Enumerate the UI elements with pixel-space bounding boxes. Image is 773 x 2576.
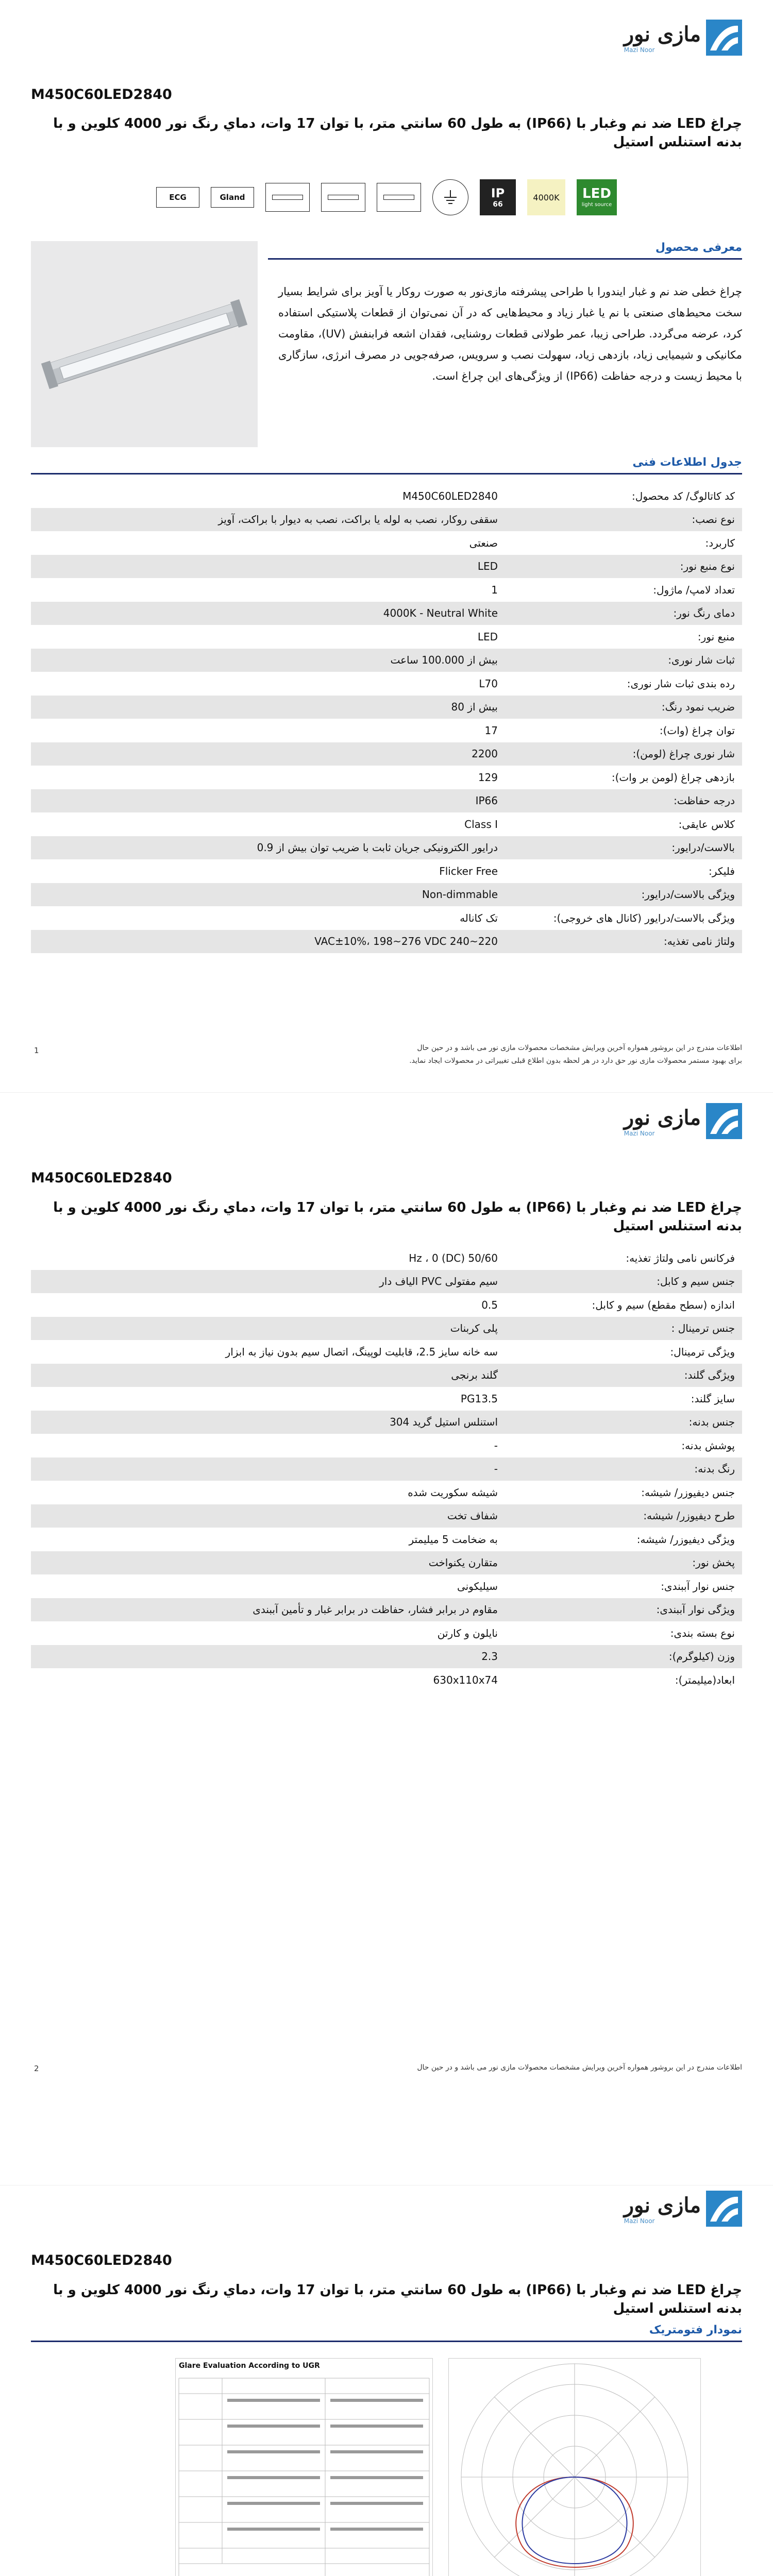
spec-value: استنلس استیل گرید 304 <box>31 1411 505 1434</box>
page-3 <box>0 2185 773 2576</box>
spec-value: - <box>494 1439 498 1452</box>
spec-value: 129 <box>478 771 498 784</box>
spec-label: نوع بسته بندی: <box>670 1626 735 1639</box>
spec-label: دمای رنگ نور: <box>505 602 742 625</box>
spec-label: فرکانس نامی ولتاژ تغذیه: <box>626 1251 735 1264</box>
spec-value: IP66 <box>31 789 505 813</box>
spec-value: PG13.5 <box>460 1392 498 1405</box>
spec-label: تعداد لامپ/ ماژول: <box>653 583 735 596</box>
spec-label: بازدهی چراغ (لومن بر وات): <box>611 771 735 784</box>
table-row <box>31 906 742 930</box>
spec-label: منبع نور: <box>697 630 735 643</box>
table-row <box>31 1481 742 1504</box>
table-row <box>31 1458 742 1481</box>
table-row <box>31 484 742 508</box>
intro-heading: معرفی محصول <box>268 241 742 260</box>
spec-value: مقاوم در برابر فشار، حفاظت در برابر غبار و تأمین آببندی <box>31 1598 505 1622</box>
page-number: 1 <box>34 1046 39 1055</box>
brand-logo <box>624 2191 742 2227</box>
polar-diagram <box>448 2358 701 2576</box>
spec-label: ابعاد(میلیمتر): <box>675 1673 735 1686</box>
spec-label: ویژگی بالاست/درایور: <box>505 883 742 907</box>
table-row <box>31 1387 742 1411</box>
brand-logo <box>624 20 742 56</box>
spec-label: ویژگی گلند: <box>505 1364 742 1387</box>
table-row <box>31 672 742 696</box>
spec-label: کلاس عایقی: <box>678 818 735 831</box>
ecg-icon: ECG <box>156 187 199 208</box>
earth-ground-icon <box>432 179 468 215</box>
table-row <box>31 719 742 742</box>
spec-value: 1 <box>491 583 498 596</box>
table-row <box>31 1317 742 1341</box>
ceiling-mount-icon <box>265 183 310 212</box>
ip66-icon: IP 66 <box>480 179 516 215</box>
spec-label: نوع نصب: <box>505 508 742 532</box>
page-number: 2 <box>34 2064 39 2073</box>
table-row <box>31 766 742 789</box>
table-row <box>31 1668 742 1692</box>
table-row <box>31 508 742 532</box>
spec-value: Non-dimmable <box>31 883 505 907</box>
spec-label: ویژگی بالاست/درایور (کانال های خروجی): <box>553 911 735 924</box>
gland-icon: Gland <box>211 187 254 208</box>
table-row <box>31 625 742 649</box>
table-row <box>31 1598 742 1622</box>
spec-label: کد کاتالوگ/ کد محصول: <box>631 489 735 502</box>
model-code: M450C60LED2840 <box>31 1170 172 1186</box>
table-row <box>31 836 742 860</box>
brand-name: مازی نور <box>624 1105 701 1130</box>
spec-value: متقارن یکنواخت <box>31 1551 505 1575</box>
table-row <box>31 1645 742 1669</box>
table-row <box>31 531 742 555</box>
spec-value: 630x110x74 <box>433 1673 498 1686</box>
spec-value: سیلیکونی <box>457 1580 498 1592</box>
table-row <box>31 555 742 579</box>
spec-label: پوشش بدنه: <box>681 1439 735 1452</box>
table-row <box>31 1574 742 1598</box>
spec-label: سایز گلند: <box>691 1392 735 1405</box>
spec-label: رنگ بدنه: <box>505 1458 742 1481</box>
spec-value: Class I <box>464 818 498 831</box>
header <box>31 1103 742 1144</box>
spec-value: پلی کربنات <box>31 1317 505 1341</box>
led-icon: LED light source <box>577 179 617 215</box>
footer-note: اطلاعات مندرج در این بروشور همواره آخرین ویرایش مشخصات محصولات مازی نور می باشد و در حین حال برای بهبود مستمر محصولات مازی نور حق دارد در هر لحظه بدون اطلاع قبلی تغییراتی در محصولات ایجاد نماید. <box>409 1044 742 1065</box>
spec-value: شیشه سکوریت شده <box>408 1486 498 1499</box>
table-row <box>31 812 742 836</box>
spec-label: جنس بدنه: <box>505 1411 742 1434</box>
spec-label: وزن (کیلوگرم): <box>505 1645 742 1669</box>
spec-label: ولتاژ نامی تغذیه: <box>505 930 742 954</box>
spec-value: LED <box>477 630 498 643</box>
brand-sub: Mazi Noor <box>624 46 655 54</box>
spec-value: LED <box>31 555 505 579</box>
product-photo <box>31 241 258 447</box>
product-title: چراغ LED ضد نم وغبار با (IP66) به طول 60 سانتي متر، با توان 17 وات، دماي رنگ نور 4000 کلوین و با بدنه استنلس استیل <box>53 2282 742 2317</box>
spec-value: نایلون و کارتن <box>437 1626 498 1639</box>
luminaire-image <box>36 293 253 396</box>
spec-value: 220~240 VAC±10%، 198~276 VDC <box>31 930 505 954</box>
spec-value: بیش از 80 <box>31 696 505 719</box>
spec-value: 2.3 <box>31 1645 505 1669</box>
spec-label: جنس دیفیوزر/ شیشه: <box>641 1486 735 1499</box>
table-row <box>31 1340 742 1364</box>
spec-value: M450C60LED2840 <box>402 489 498 502</box>
spec-label: ویژگی دیفیوزر/ شیشه: <box>636 1533 735 1546</box>
spec-value: 17 <box>484 724 498 737</box>
page-1 <box>0 0 773 1093</box>
brand-logo <box>624 1103 742 1139</box>
spec-label: ویژگی ترمینال: <box>670 1345 735 1358</box>
table-row <box>31 1270 742 1294</box>
table-row <box>31 883 742 907</box>
glare-table: Glare Evaluation According to UGR <box>175 2358 433 2576</box>
table-row <box>31 859 742 883</box>
table-row <box>31 1364 742 1387</box>
page-2 <box>0 1093 773 2185</box>
header <box>31 20 742 61</box>
table-row <box>31 1528 742 1551</box>
footer-note: اطلاعات مندرج در این بروشور همواره آخرین ویرایش مشخصات محصولات مازی نور می باشد و در حین حال <box>417 2063 742 2072</box>
cct-icon: 4000K <box>527 179 565 215</box>
photometric-heading: نمودار فتومتریک <box>31 2324 742 2342</box>
table-row <box>31 1504 742 1528</box>
table-row <box>31 602 742 625</box>
spec-value: - <box>31 1458 505 1481</box>
spec-label: نوع منبع نور: <box>505 555 742 579</box>
spec-value: سه خانه سایز 2.5، قابلیت لوپینگ، اتصال سیم بدون نیاز به ابزار <box>225 1345 498 1358</box>
table-row <box>31 1411 742 1434</box>
table-row <box>31 1293 742 1317</box>
brand-mark-icon <box>706 20 742 56</box>
product-title: چراغ LED ضد نم وغبار با (IP66) به طول 60 سانتي متر، با توان 17 وات، دماي رنگ نور 4000 کلوین و با بدنه استنلس استیل <box>53 1200 742 1234</box>
spec-table-1 <box>31 484 742 953</box>
spec-value: سقفی روکار، نصب به لوله یا براکت، نصب به دیوار با براکت، آویز <box>31 508 505 532</box>
table-row <box>31 649 742 672</box>
table-row <box>31 1246 742 1270</box>
table-row <box>31 930 742 954</box>
spec-label: شار نوری چراغ (لومن): <box>505 742 742 766</box>
spec-label: بالاست/درایور: <box>505 836 742 860</box>
spec-label: ویژگی نوار آببندی: <box>505 1598 742 1622</box>
spec-label: درجه حفاظت: <box>505 789 742 813</box>
brand-sub: Mazi Noor <box>624 1129 655 1137</box>
spec-value: بیش از 100.000 ساعت <box>31 649 505 672</box>
spec-label: کاربرد: <box>705 536 735 549</box>
table-row <box>31 1434 742 1458</box>
spec-label: ثبات شار نوری: <box>505 649 742 672</box>
feature-icons <box>31 174 742 221</box>
product-title: چراغ LED ضد نم وغبار با (IP66) به طول 60 سانتي متر، با توان 17 وات، دماي رنگ نور 4000 کلوین و با بدنه استنلس استیل <box>53 116 742 150</box>
spec-label: جنس سیم و کابل: <box>505 1270 742 1294</box>
brand-mark-icon <box>706 1103 742 1139</box>
table-row <box>31 789 742 813</box>
spec-heading: جدول اطلاعات فنی <box>31 456 742 474</box>
spec-label: جنس نوار آببندی: <box>661 1580 735 1592</box>
spec-label: ضریب نمود رنگ: <box>505 696 742 719</box>
brand-sub: Mazi Noor <box>624 2217 655 2225</box>
spec-table-2 <box>31 1246 742 1692</box>
table-row <box>31 1621 742 1645</box>
spec-value: شفاف تخت <box>31 1504 505 1528</box>
spec-label: رده بندی ثبات شار نوری: <box>627 677 735 690</box>
suspended-mount-icon <box>377 183 421 212</box>
brand-mark-icon <box>706 2191 742 2227</box>
spec-value: Flicker Free <box>439 865 498 877</box>
brand-name: مازی نور <box>624 2193 701 2217</box>
spec-value: 50/60 Hz ، 0 (DC) <box>409 1251 498 1264</box>
spec-value: L70 <box>479 677 498 690</box>
intro-text: چراغ خطی ضد نم و غبار ایندورا با طراحی پیشرفته مازی‌نور به صورت روکار یا آویز برای شرایط بسیار سخت محیط‌های صنعتی با نم یا غبار زیاد و محیط‌هایی که در آن نمی‌توان از قطعات پلاستیکی استفاده کرد، عرضه می‌گردد. طراحی زیبا، عمر طولانی قطعات روشنایی، فقدان اشعه فرابنفش (UV)، مقاومت مکانیکی و شیمیایی زیاد، بازدهی زیاد، سهولت نصب و سرویس، صرفه‌جویی در مصرف انرژی، سازگاری با محیط زیست و درجه حفاظت (IP66) از ویژگی‌های این چراغ است. <box>278 285 742 382</box>
table-row <box>31 1551 742 1575</box>
model-code: M450C60LED2840 <box>31 2252 172 2268</box>
spec-label: فلیکر: <box>708 865 735 877</box>
header <box>31 2191 742 2232</box>
spec-value: به ضخامت 5 میلیمتر <box>409 1533 498 1546</box>
spec-label: اندازه (سطح مقطع) سیم و کابل: <box>592 1298 735 1311</box>
spec-value: گلند برنجی <box>31 1364 505 1387</box>
brand-name: مازی نور <box>624 22 701 46</box>
spec-value: 0.5 <box>481 1298 498 1311</box>
table-row <box>31 742 742 766</box>
spec-value: تک کاناله <box>460 911 498 924</box>
spec-label: طرح دیفیوزر/ شیشه: <box>505 1504 742 1528</box>
spec-value: صنعتی <box>469 536 498 549</box>
spec-label: توان چراغ (وات): <box>659 724 735 737</box>
table-row <box>31 696 742 719</box>
spec-value: 2200 <box>31 742 505 766</box>
spec-label: جنس ترمینال : <box>505 1317 742 1341</box>
model-code: M450C60LED2840 <box>31 87 172 103</box>
spec-value: 4000K - Neutral White <box>31 602 505 625</box>
table-row <box>31 578 742 602</box>
spec-value: درایور الکترونیکی جریان ثابت با ضریب توان بیش از 0.9 <box>31 836 505 860</box>
spec-value: سیم مفتولی PVC الیاف دار <box>31 1270 505 1294</box>
wall-mount-icon <box>321 183 365 212</box>
spec-label: پخش نور: <box>505 1551 742 1575</box>
